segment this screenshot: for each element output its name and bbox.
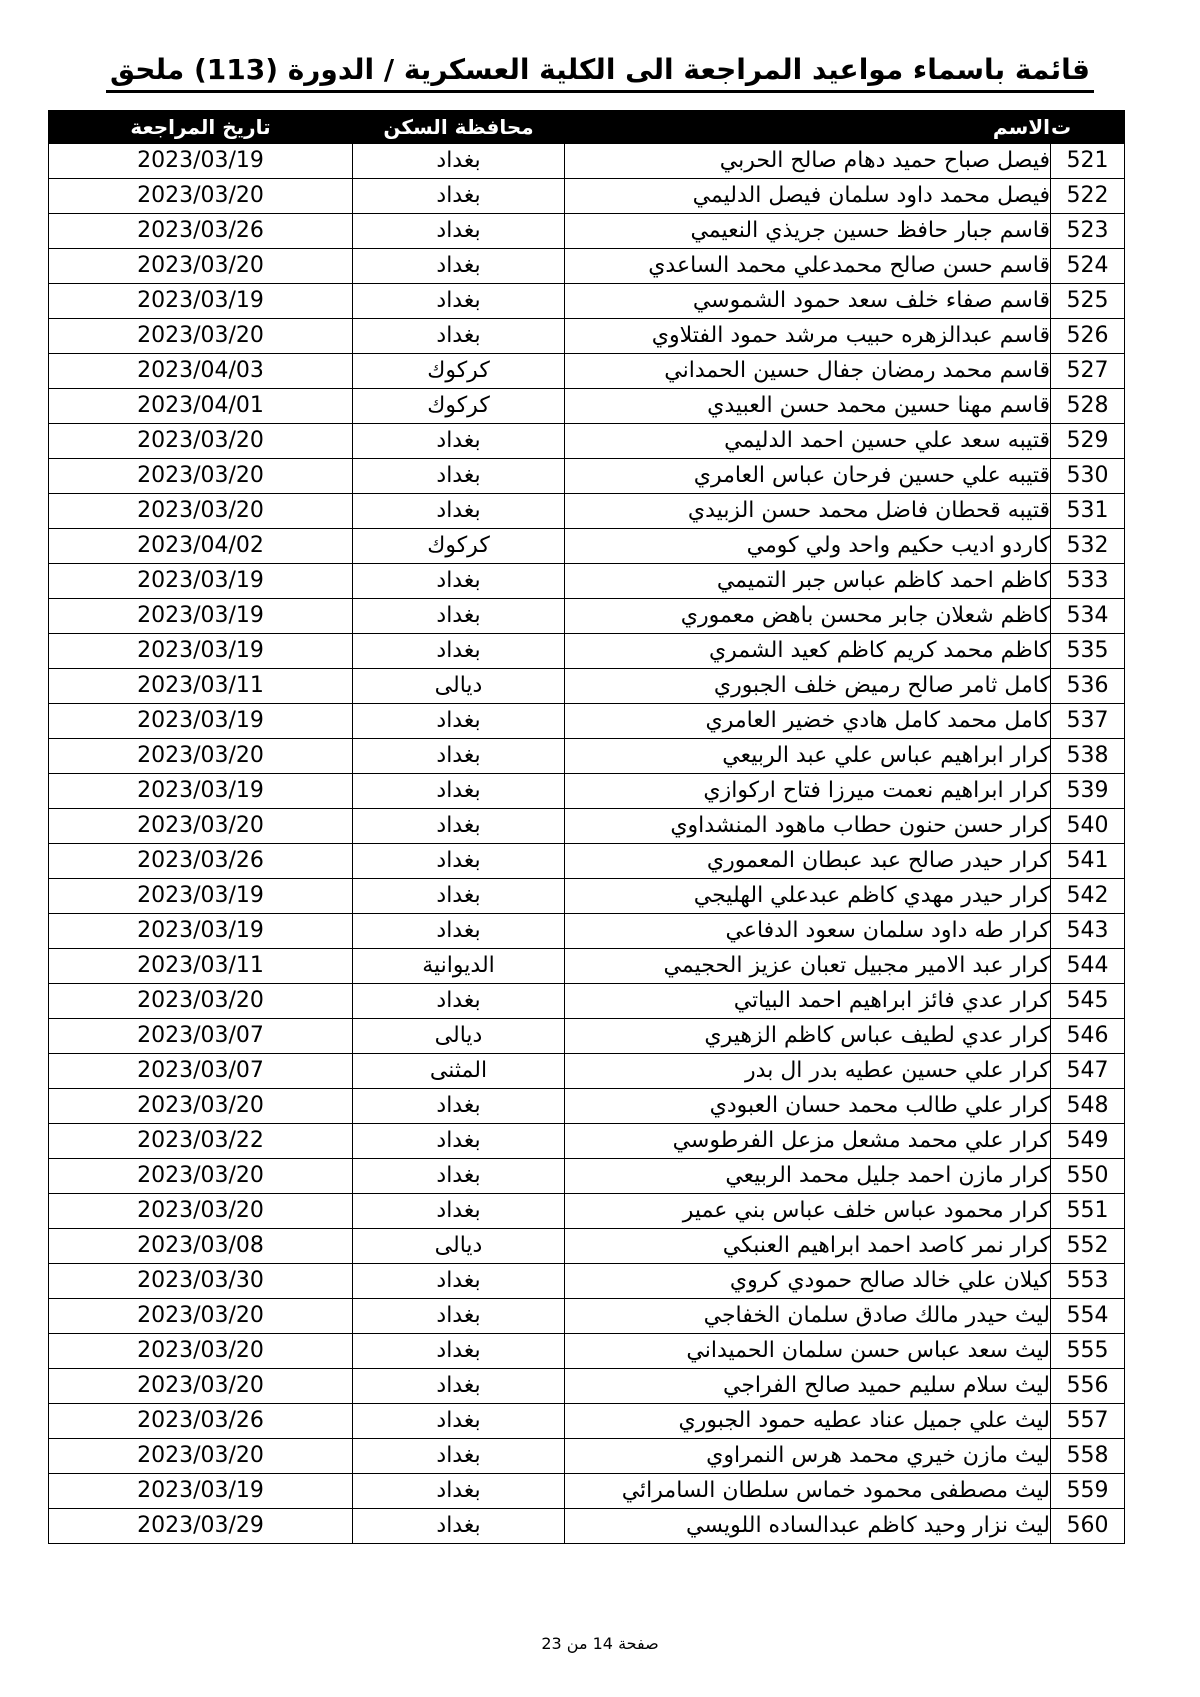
row-governorate: بغداد	[353, 1334, 565, 1369]
row-date: 2023/03/19	[49, 599, 353, 634]
row-name: قتيبه سعد علي حسين احمد الدليمي	[565, 424, 1051, 459]
row-governorate: بغداد	[353, 564, 565, 599]
row-name: كامل ثامر صالح رميض خلف الجبوري	[565, 669, 1051, 704]
row-name: كرار حيدر مهدي كاظم عبدعلي الهليجي	[565, 879, 1051, 914]
table-row	[49, 739, 1125, 774]
row-date: 2023/03/20	[49, 1299, 353, 1334]
row-number: 541	[1051, 844, 1125, 879]
row-governorate: بغداد	[353, 1264, 565, 1299]
row-number: 556	[1051, 1369, 1125, 1404]
row-number: 542	[1051, 879, 1125, 914]
row-name: قاسم جبار حافظ حسين جريذي النعيمي	[565, 214, 1051, 249]
row-name: فيصل محمد داود سلمان فيصل الدليمي	[565, 179, 1051, 214]
row-number: 536	[1051, 669, 1125, 704]
row-name: قتيبه علي حسين فرحان عباس العامري	[565, 459, 1051, 494]
row-name: كرار نمر كاصد احمد ابراهيم العنبكي	[565, 1229, 1051, 1264]
row-number: 557	[1051, 1404, 1125, 1439]
row-governorate: المثنى	[353, 1054, 565, 1089]
row-name: قاسم عبدالزهره حبيب مرشد حمود الفتلاوي	[565, 319, 1051, 354]
row-number: 532	[1051, 529, 1125, 564]
table-row	[49, 774, 1125, 809]
table-row	[49, 914, 1125, 949]
table-row	[49, 1369, 1125, 1404]
row-number: 533	[1051, 564, 1125, 599]
table-row	[49, 389, 1125, 424]
row-date: 2023/03/19	[49, 914, 353, 949]
row-date: 2023/03/20	[49, 739, 353, 774]
row-name: كاظم محمد كريم كاظم كعيد الشمري	[565, 634, 1051, 669]
row-number: 554	[1051, 1299, 1125, 1334]
row-date: 2023/03/20	[49, 319, 353, 354]
row-governorate: بغداد	[353, 844, 565, 879]
page-number: صفحة 14 من 23	[541, 1634, 659, 1653]
row-governorate: بغداد	[353, 879, 565, 914]
row-governorate: بغداد	[353, 704, 565, 739]
row-number: 560	[1051, 1509, 1125, 1544]
row-governorate: بغداد	[353, 809, 565, 844]
row-name: كرار علي طالب محمد حسان العبودي	[565, 1089, 1051, 1124]
row-number: 523	[1051, 214, 1125, 249]
row-date: 2023/03/20	[49, 249, 353, 284]
row-name: كاظم احمد كاظم عباس جبر التميمي	[565, 564, 1051, 599]
table-row	[49, 1124, 1125, 1159]
table-row	[49, 1509, 1125, 1544]
row-date: 2023/03/20	[49, 494, 353, 529]
row-name: كرار علي محمد مشعل مزعل الفرطوسي	[565, 1124, 1051, 1159]
row-date: 2023/03/20	[49, 1194, 353, 1229]
row-date: 2023/04/02	[49, 529, 353, 564]
table-row	[49, 179, 1125, 214]
table-row	[49, 1054, 1125, 1089]
table-header	[49, 111, 1125, 144]
row-date: 2023/03/19	[49, 634, 353, 669]
table-row	[49, 1194, 1125, 1229]
row-name: كرار عبد الامير مجبيل تعبان عزيز الحجيمي	[565, 949, 1051, 984]
header-date: تاريخ المراجعة	[49, 111, 353, 144]
row-number: 546	[1051, 1019, 1125, 1054]
row-name: قاسم حسن صالح محمدعلي محمد الساعدي	[565, 249, 1051, 284]
row-governorate: بغداد	[353, 914, 565, 949]
row-governorate: بغداد	[353, 179, 565, 214]
row-governorate: ديالى	[353, 669, 565, 704]
row-date: 2023/03/20	[49, 1369, 353, 1404]
table-row	[49, 1299, 1125, 1334]
row-number: 553	[1051, 1264, 1125, 1299]
row-number: 526	[1051, 319, 1125, 354]
row-name: كامل محمد كامل هادي خضير العامري	[565, 704, 1051, 739]
row-date: 2023/03/19	[49, 704, 353, 739]
row-date: 2023/03/20	[49, 1159, 353, 1194]
document-title: قائمة باسماء مواعيد المراجعة الى الكلية العسكرية / الدورة (113) ملحق	[106, 52, 1094, 93]
table-row	[49, 1474, 1125, 1509]
header-number: ت	[1051, 111, 1125, 144]
row-date: 2023/03/20	[49, 424, 353, 459]
row-date: 2023/03/20	[49, 984, 353, 1019]
row-number: 529	[1051, 424, 1125, 459]
row-date: 2023/03/20	[49, 1089, 353, 1124]
row-governorate: بغداد	[353, 1439, 565, 1474]
appointments-table	[48, 110, 1125, 1544]
row-name: كرار حسن حنون حطاب ماهود المنشداوي	[565, 809, 1051, 844]
row-number: 534	[1051, 599, 1125, 634]
row-name: ليث مصطفى محمود خماس سلطان السامرائي	[565, 1474, 1051, 1509]
table-row	[49, 809, 1125, 844]
row-date: 2023/04/01	[49, 389, 353, 424]
row-governorate: ديالى	[353, 1229, 565, 1264]
row-governorate: بغداد	[353, 424, 565, 459]
row-name: قاسم صفاء خلف سعد حمود الشموسي	[565, 284, 1051, 319]
row-date: 2023/03/07	[49, 1054, 353, 1089]
table-row	[49, 1439, 1125, 1474]
row-name: كيلان علي خالد صالح حمودي كروي	[565, 1264, 1051, 1299]
row-date: 2023/03/20	[49, 459, 353, 494]
row-number: 545	[1051, 984, 1125, 1019]
row-number: 551	[1051, 1194, 1125, 1229]
row-date: 2023/03/19	[49, 284, 353, 319]
row-name: كاظم شعلان جابر محسن باهض معموري	[565, 599, 1051, 634]
row-governorate: بغداد	[353, 1474, 565, 1509]
row-number: 548	[1051, 1089, 1125, 1124]
row-name: كرار عدي لطيف عباس كاظم الزهيري	[565, 1019, 1051, 1054]
table-row	[49, 879, 1125, 914]
row-name: كاردو اديب حكيم واحد ولي كومي	[565, 529, 1051, 564]
row-governorate: كركوك	[353, 389, 565, 424]
table-row	[49, 844, 1125, 879]
row-governorate: بغداد	[353, 1124, 565, 1159]
table-row	[49, 144, 1125, 179]
row-date: 2023/04/03	[49, 354, 353, 389]
row-governorate: كركوك	[353, 529, 565, 564]
row-number: 555	[1051, 1334, 1125, 1369]
row-name: كرار ابراهيم نعمت ميرزا فتاح اركوازي	[565, 774, 1051, 809]
row-number: 530	[1051, 459, 1125, 494]
row-governorate: بغداد	[353, 984, 565, 1019]
table-row	[49, 984, 1125, 1019]
table-row	[49, 494, 1125, 529]
row-number: 540	[1051, 809, 1125, 844]
table-body	[49, 144, 1125, 1544]
row-date: 2023/03/11	[49, 669, 353, 704]
row-name: ليث علي جميل عناد عطيه حمود الجبوري	[565, 1404, 1051, 1439]
table-row	[49, 214, 1125, 249]
row-name: كرار ابراهيم عباس علي عبد الربيعي	[565, 739, 1051, 774]
row-governorate: بغداد	[353, 1194, 565, 1229]
table-row	[49, 949, 1125, 984]
header-row	[49, 111, 1125, 144]
document-title-block	[0, 52, 1200, 93]
row-governorate: بغداد	[353, 1369, 565, 1404]
row-governorate: بغداد	[353, 1089, 565, 1124]
table-row	[49, 529, 1125, 564]
row-date: 2023/03/20	[49, 179, 353, 214]
row-date: 2023/03/08	[49, 1229, 353, 1264]
row-number: 550	[1051, 1159, 1125, 1194]
row-number: 547	[1051, 1054, 1125, 1089]
row-date: 2023/03/19	[49, 144, 353, 179]
row-number: 552	[1051, 1229, 1125, 1264]
row-governorate: بغداد	[353, 459, 565, 494]
row-governorate: بغداد	[353, 1509, 565, 1544]
row-number: 559	[1051, 1474, 1125, 1509]
row-date: 2023/03/26	[49, 1404, 353, 1439]
row-date: 2023/03/20	[49, 1439, 353, 1474]
row-governorate: بغداد	[353, 739, 565, 774]
row-date: 2023/03/26	[49, 844, 353, 879]
table-row	[49, 354, 1125, 389]
row-number: 539	[1051, 774, 1125, 809]
row-number: 521	[1051, 144, 1125, 179]
row-date: 2023/03/20	[49, 809, 353, 844]
row-name: ليث حيدر مالك صادق سلمان الخفاجي	[565, 1299, 1051, 1334]
table-row	[49, 704, 1125, 739]
row-date: 2023/03/30	[49, 1264, 353, 1299]
row-governorate: بغداد	[353, 144, 565, 179]
row-name: قاسم مهنا حسين محمد حسن العبيدي	[565, 389, 1051, 424]
row-date: 2023/03/20	[49, 1334, 353, 1369]
row-name: ليث سعد عباس حسن سلمان الحميداني	[565, 1334, 1051, 1369]
row-name: فيصل صباح حميد دهام صالح الحربي	[565, 144, 1051, 179]
row-number: 531	[1051, 494, 1125, 529]
row-date: 2023/03/26	[49, 214, 353, 249]
row-number: 528	[1051, 389, 1125, 424]
table-row	[49, 634, 1125, 669]
row-name: كرار عدي فائز ابراهيم احمد البياتي	[565, 984, 1051, 1019]
table-row	[49, 284, 1125, 319]
table-row	[49, 249, 1125, 284]
table-row	[49, 669, 1125, 704]
row-governorate: بغداد	[353, 214, 565, 249]
table-row	[49, 1229, 1125, 1264]
row-date: 2023/03/11	[49, 949, 353, 984]
row-date: 2023/03/19	[49, 1474, 353, 1509]
row-governorate: بغداد	[353, 774, 565, 809]
row-date: 2023/03/22	[49, 1124, 353, 1159]
row-number: 525	[1051, 284, 1125, 319]
table-row	[49, 599, 1125, 634]
row-governorate: بغداد	[353, 1159, 565, 1194]
row-name: كرار مازن احمد جليل محمد الربيعي	[565, 1159, 1051, 1194]
row-number: 544	[1051, 949, 1125, 984]
row-name: ليث مازن خيري محمد هرس النمراوي	[565, 1439, 1051, 1474]
row-number: 538	[1051, 739, 1125, 774]
row-name: قاسم محمد رمضان جفال حسين الحمداني	[565, 354, 1051, 389]
row-governorate: بغداد	[353, 249, 565, 284]
row-date: 2023/03/07	[49, 1019, 353, 1054]
table-row	[49, 1334, 1125, 1369]
row-name: كرار علي حسين عطيه بدر ال بدر	[565, 1054, 1051, 1089]
row-name: كرار طه داود سلمان سعود الدفاعي	[565, 914, 1051, 949]
row-name: ليث نزار وحيد كاظم عبدالساده اللويسي	[565, 1509, 1051, 1544]
header-governorate: محافظة السكن	[353, 111, 565, 144]
row-number: 549	[1051, 1124, 1125, 1159]
row-number: 535	[1051, 634, 1125, 669]
row-number: 527	[1051, 354, 1125, 389]
row-date: 2023/03/19	[49, 879, 353, 914]
table-row	[49, 1404, 1125, 1439]
row-governorate: بغداد	[353, 494, 565, 529]
table-row	[49, 459, 1125, 494]
row-number: 543	[1051, 914, 1125, 949]
row-number: 524	[1051, 249, 1125, 284]
row-name: قتيبه قحطان فاضل محمد حسن الزبيدي	[565, 494, 1051, 529]
table-row	[49, 1089, 1125, 1124]
row-number: 537	[1051, 704, 1125, 739]
table-row	[49, 1159, 1125, 1194]
table-row	[49, 564, 1125, 599]
table-row	[49, 1264, 1125, 1299]
row-number: 522	[1051, 179, 1125, 214]
table-row	[49, 424, 1125, 459]
row-governorate: بغداد	[353, 634, 565, 669]
row-date: 2023/03/19	[49, 564, 353, 599]
row-name: ليث سلام سليم حميد صالح الفراجي	[565, 1369, 1051, 1404]
row-date: 2023/03/29	[49, 1509, 353, 1544]
row-governorate: بغداد	[353, 319, 565, 354]
row-date: 2023/03/19	[49, 774, 353, 809]
row-governorate: كركوك	[353, 354, 565, 389]
row-governorate: بغداد	[353, 599, 565, 634]
table-row	[49, 1019, 1125, 1054]
row-name: كرار محمود عباس خلف عباس بني عمير	[565, 1194, 1051, 1229]
header-name: الاسم	[565, 111, 1051, 144]
row-governorate: بغداد	[353, 284, 565, 319]
table-row	[49, 319, 1125, 354]
row-governorate: بغداد	[353, 1404, 565, 1439]
row-number: 558	[1051, 1439, 1125, 1474]
row-governorate: ديالى	[353, 1019, 565, 1054]
row-governorate: بغداد	[353, 1299, 565, 1334]
row-governorate: الديوانية	[353, 949, 565, 984]
row-name: كرار حيدر صالح عبد عبطان المعموري	[565, 844, 1051, 879]
